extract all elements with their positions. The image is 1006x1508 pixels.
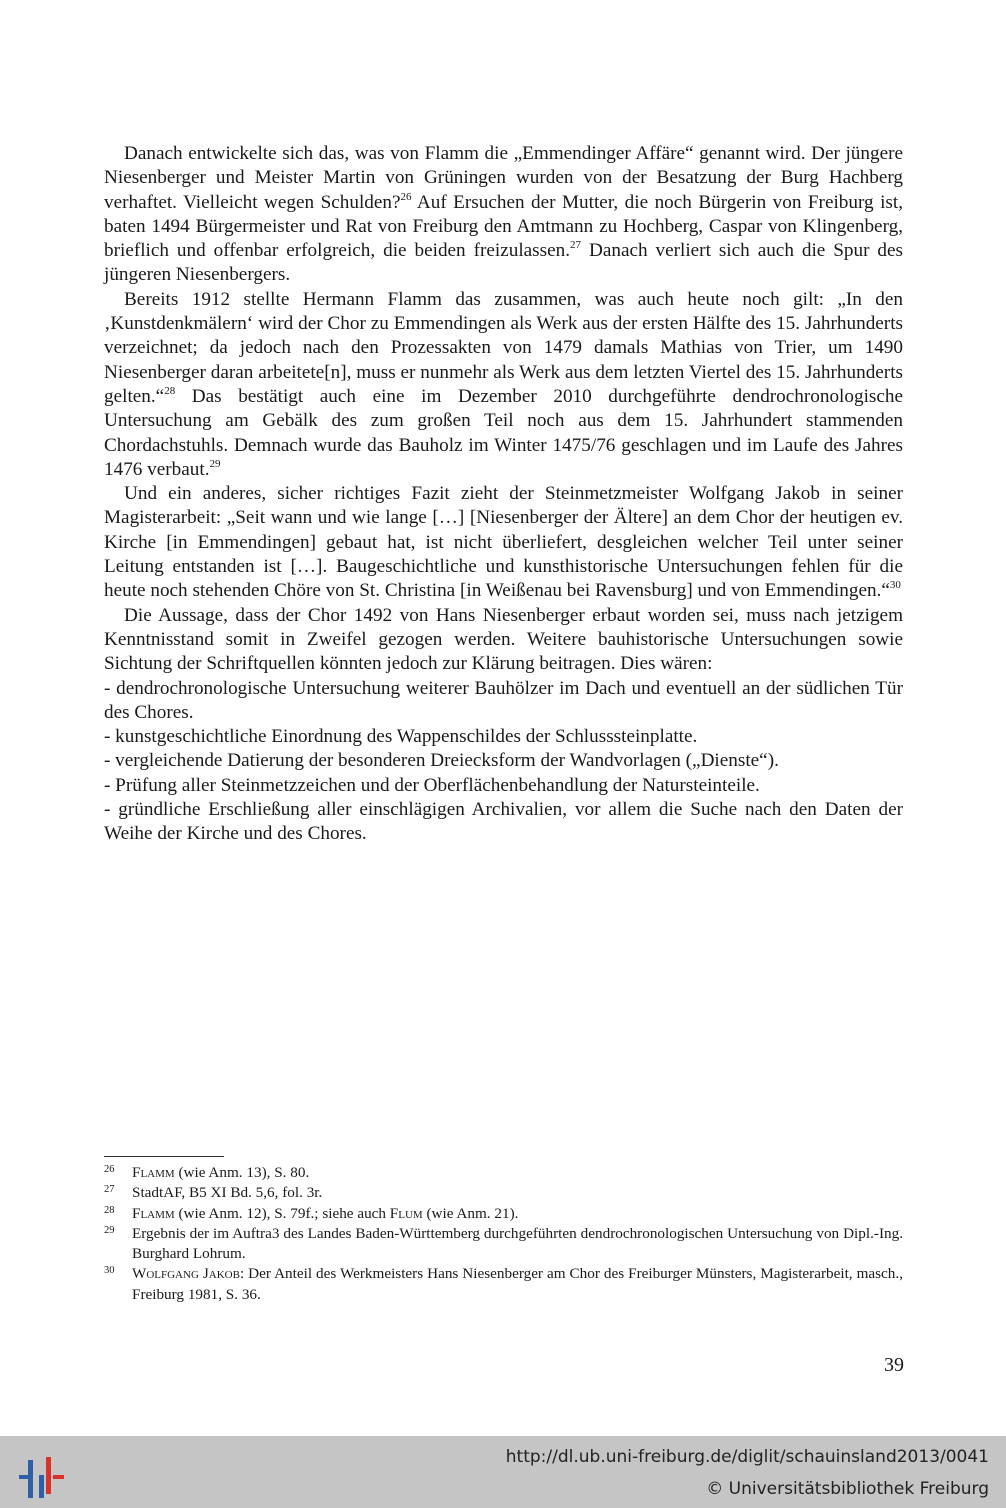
footnote-30: 30 Wolfgang Jakob: Der Anteil des Werkmeisters Hans Niesenberger am Chor des Freiburger Münsters, Magisterarbeit, masch., Freiburg 1981, S. 36.	[104, 1264, 903, 1305]
footer-url-link[interactable]: http://dl.ub.uni-freiburg.de/diglit/schauinsland2013/0041	[505, 1447, 989, 1467]
footnote-ref-26[interactable]: 26	[400, 190, 412, 203]
list-item: - kunstgeschichtliche Einordnung des Wappenschildes der Schlusssteinplatte.	[104, 726, 698, 748]
list-item: - Prüfung aller Steinmetzzeichen und der Oberflächenbehandlung der Natursteinteile.	[104, 774, 760, 796]
footnote-28: 28 Flamm (wie Anm. 12), S. 79f.; siehe auch Flum (wie Anm. 21).	[104, 1204, 903, 1224]
footnote-number: 28	[104, 1204, 115, 1216]
list-item: - vergleichende Datierung der besonderen Dreiecksform der Wandvorlagen („Dienste“).	[104, 750, 779, 772]
footnote-author: Wolfgang Jakob	[132, 1265, 240, 1283]
footnote-ref-27[interactable]: 27	[570, 239, 582, 252]
footnote-author: Flamm	[132, 1164, 175, 1181]
list-item: - gründliche Erschließung aller einschlägigen Archivalien, vor allem die Suche nach den Daten der Weihe der Kirche und des Chores.	[104, 799, 903, 845]
footnote-number: 26	[104, 1164, 115, 1175]
footnote-ref-28[interactable]: 28	[164, 384, 176, 397]
footnote-author: Flamm	[132, 1204, 175, 1222]
list-item: - dendrochronologische Untersuchung weiterer Bauhölzer im Dach und eventuell an der südlichen Tür des Chores.	[104, 677, 903, 723]
footnotes	[104, 1163, 903, 1305]
footnote-26: 26 Flamm (wie Anm. 13), S. 80.	[104, 1163, 903, 1183]
paragraph-4: Die Aussage, dass der Chor 1492 von Hans Niesenberger erbaut worden sei, muss nach jetzigem Kenntnisstand somit in Zweifel gezogen werden. Weitere bauhistorische Untersuchungen sowie Sichtung der Schriftquellen könnten jedoch zur Klärung beitragen. Dies wären:	[104, 604, 903, 675]
footnote-author: Flum	[389, 1204, 423, 1222]
footer-copyright: © Universitätsbibliothek Freiburg	[706, 1479, 989, 1499]
footer-bar	[0, 1436, 1006, 1508]
footnote-number: 30	[104, 1265, 115, 1277]
footnote-number: 29	[104, 1224, 115, 1236]
footnote-ref-30[interactable]: 30	[889, 579, 901, 592]
paragraph-1: Danach entwickelte sich das, was von Flamm die „Emmendinger Affäre“ genannt wird. Der jüngere Niesenberger und Meister Martin von Grüningen wurden von der Besatzung der Burg Hachberg verhaftet. Vielleicht wegen Schulden?$^{26}$ Auf Ersuchen der Mutter, die noch Bürgerin von Freiburg ist, baten 1494 Bürgermeister und Rat von Freiburg den Amtmann zu Hochberg, Caspar von Klingenberg, brieflich und offenbar erfolgreich, die beiden freizulassen.$^{27}$ Danach verliert sich auch die Spur des jüngeren Niesenbergers.	[104, 143, 903, 286]
footnote-27: 27 StadtAF, B5 XI Bd. 5,6, fol. 3r.	[104, 1183, 903, 1203]
body-text	[104, 142, 903, 847]
footnote-29: 29 Ergebnis der im Auftra3 des Landes Baden-Württemberg durchgeführten dendrochronologischen Untersuchung von Dipl.-Ing. Burghard Lohrum.	[104, 1224, 903, 1265]
paragraph-3: Und ein anderes, sicher richtiges Fazit zieht der Steinmetzmeister Wolfgang Jakob in seiner Magisterarbeit: „Seit wann und wie lange […] [Niesenberger der Ältere] an dem Chor der heutigen ev. Kirche [in Emmendingen] gebaut hat, ist nicht überliefert, desgleichen welcher Teil unter seiner Leitung entstanden ist […]. Baugeschichtliche und kunsthistorische Untersuchungen fehlen für die heute noch stehenden Chöre von St. Christina [in Weißenau bei Ravensburg] und von Emmendingen.“$^{30}$	[104, 483, 903, 602]
footnote-number: 27	[104, 1184, 115, 1196]
library-logo-icon[interactable]	[12, 1445, 68, 1501]
paragraph-2: Bereits 1912 stellte Hermann Flamm das zusammen, was auch heute noch gilt: „In den ‚Kunstdenkmälern‘ wird der Chor zu Emmendingen als Werk aus der ersten Hälfte des 15. Jahrhunderts verzeichnet; da jedoch nach den Prozessakten von 1479 damals Mathias von Trier, um 1490 Niesenberger daran arbeitete[n], muss er nunmehr als Werk aus dem letzten Viertel des 15. Jahrhunderts gelten.“$^{28}$ Das bestätigt auch eine im Dezember 2010 durchgeführte dendrochronologische Untersuchung am Gebälk des zum großen Teil noch aus dem 15. Jahrhundert stammenden Chordachstuhls. Demnach wurde das Bauholz im Winter 1475/76 geschlagen und im Laufe des Jahres 1476 verbaut.$^{29}$	[104, 288, 903, 480]
page-number: 39	[884, 1354, 904, 1376]
footnote-ref-29[interactable]: 29	[209, 457, 221, 470]
footnote-separator	[104, 1156, 224, 1157]
